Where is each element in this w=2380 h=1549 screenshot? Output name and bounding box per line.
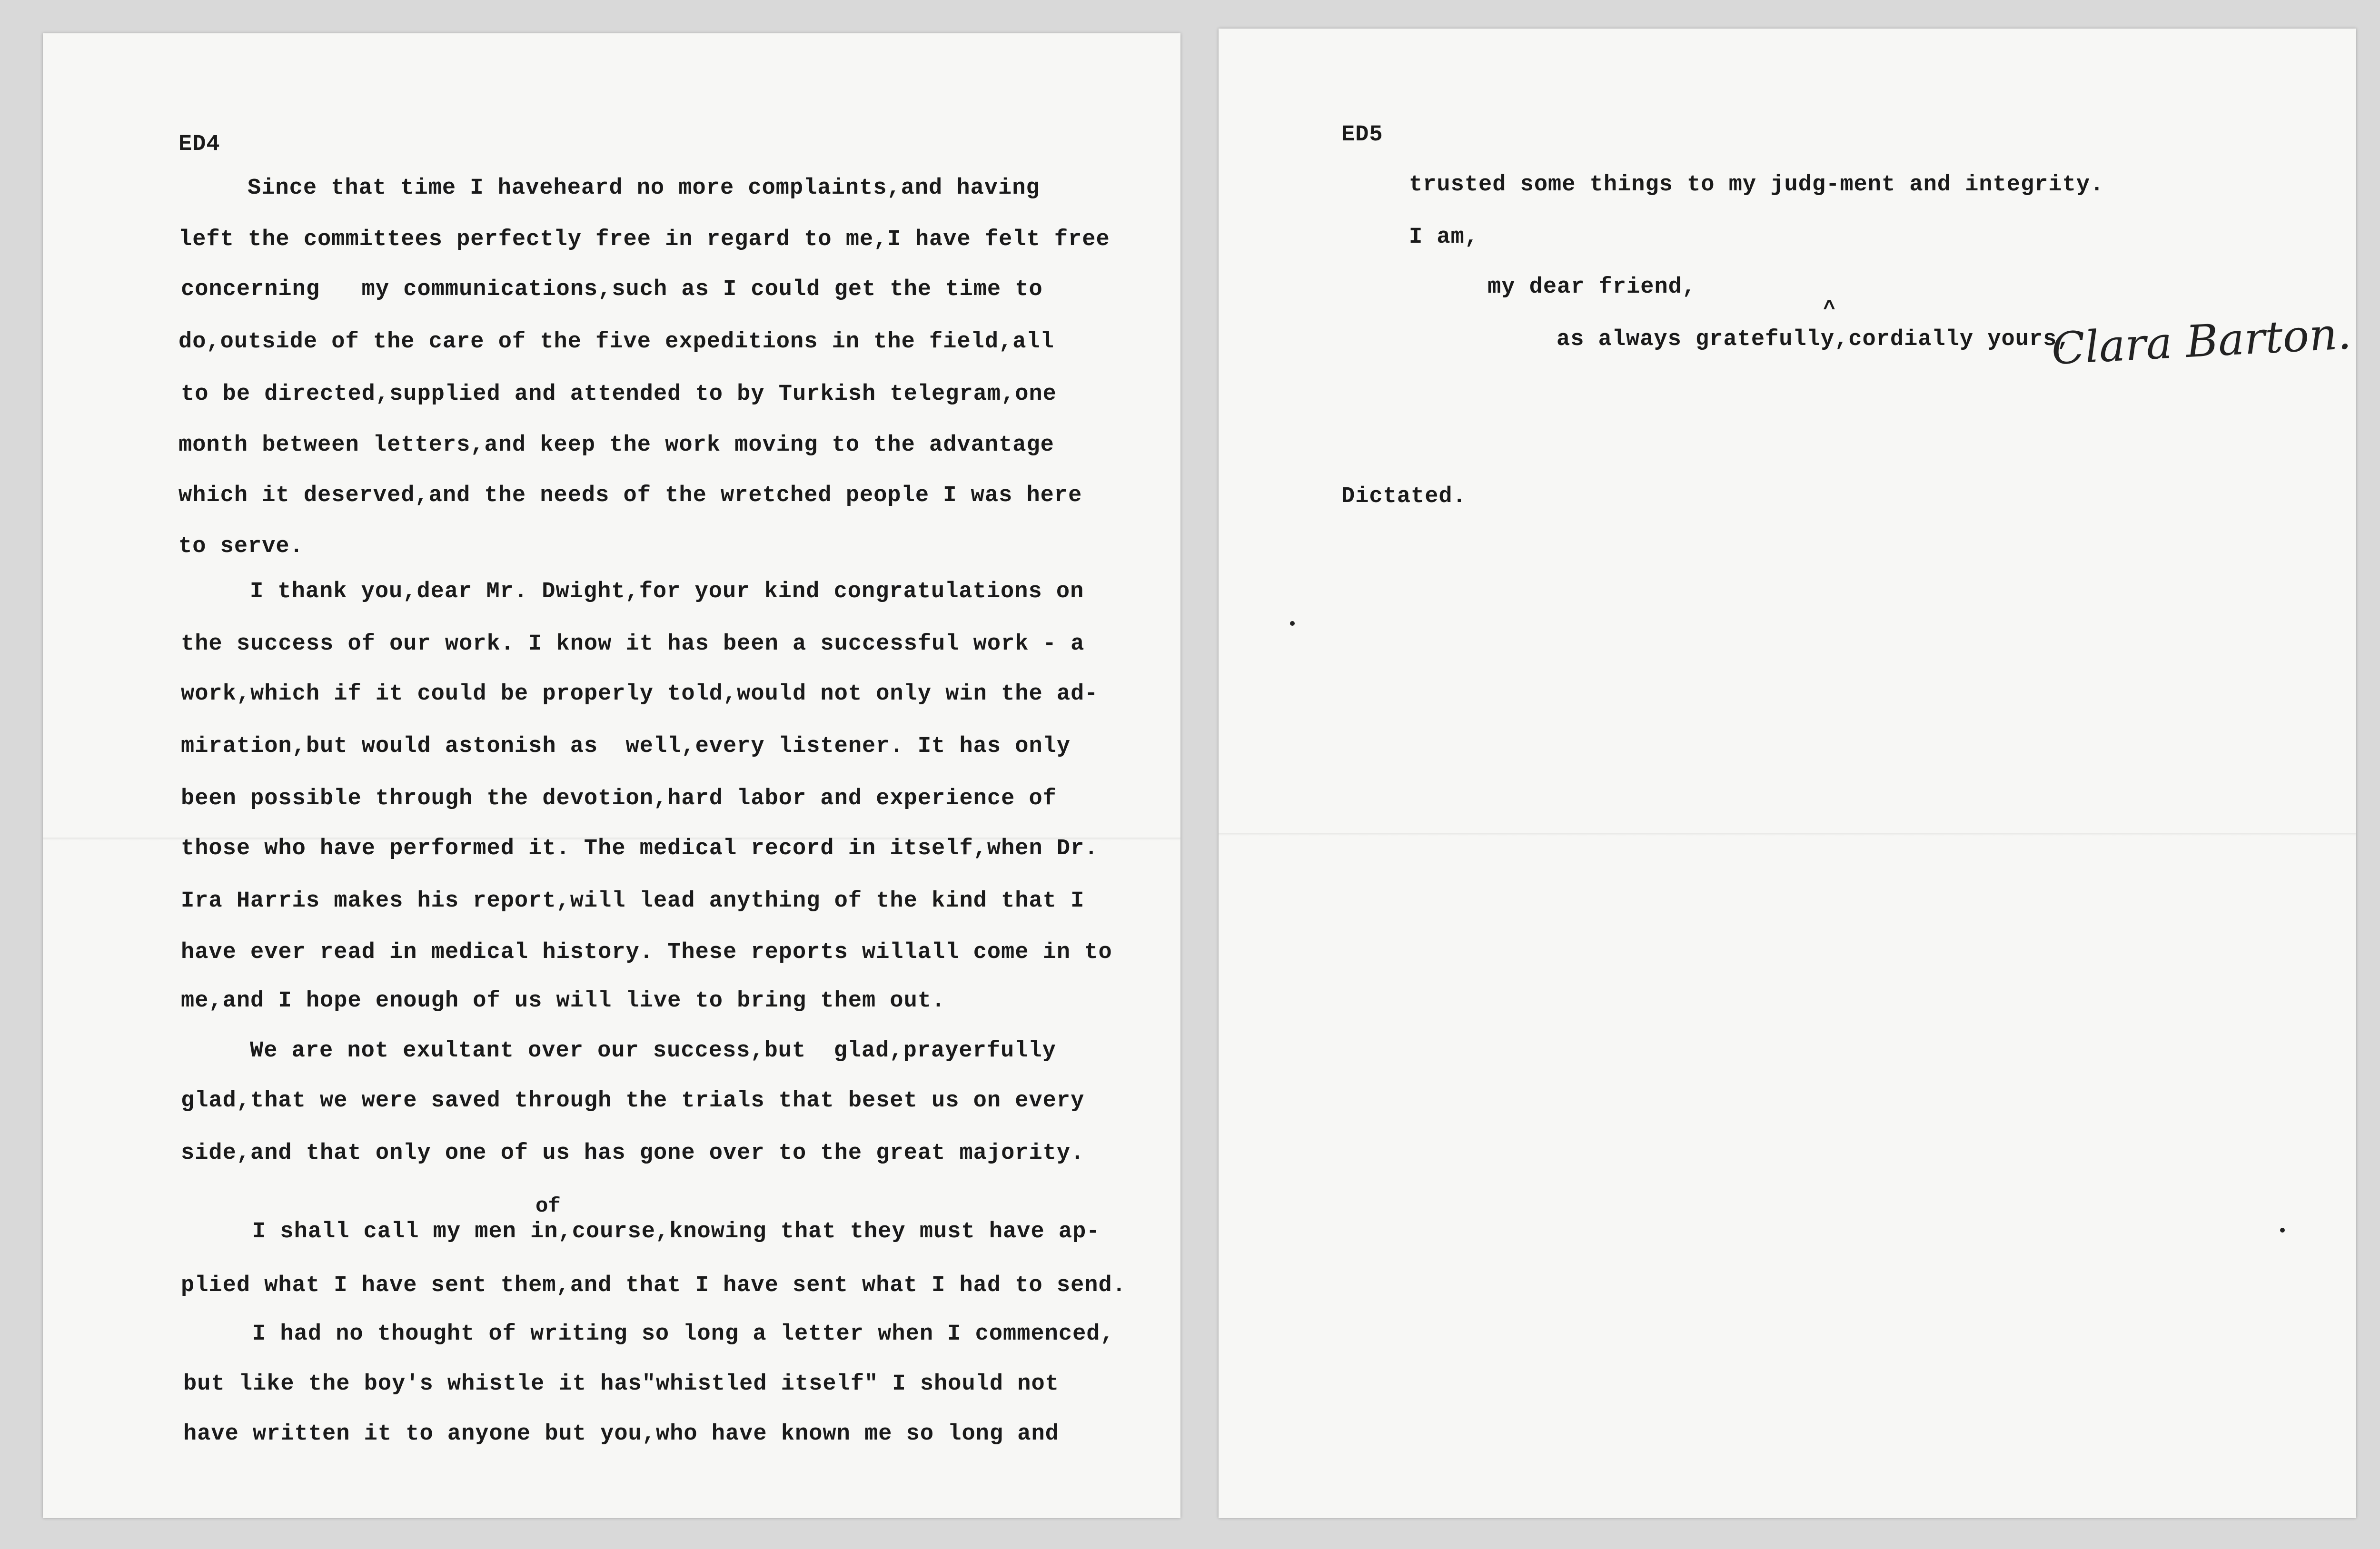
text-line: plied what I have sent them,and that I have sent what I had to send. (181, 1273, 1126, 1298)
dictated-note: Dictated. (1341, 484, 1467, 509)
page-label: ED5 (1341, 122, 1383, 148)
text-line: Since that time I haveheard no more complaints,and having (248, 176, 1040, 201)
text-line: do,outside of the care of the five expeditions in the field,all (178, 329, 1054, 355)
page-label: ED4 (178, 132, 220, 157)
text-line: side,and that only one of us has gone over to the great majority. (181, 1141, 1085, 1166)
text-line: concerning my communications,such as I could get the time to (181, 277, 1043, 302)
text-line: I thank you,dear Mr. Dwight,for your kind congratulations on (250, 579, 1084, 604)
text-line: the success of our work. I know it has been a successful work - a (181, 631, 1085, 657)
text-line: glad,that we were saved through the trials that beset us on every (181, 1088, 1085, 1114)
text-line: left the committees perfectly free in regard to me,I have felt free (178, 227, 1110, 252)
text-line: miration,but would astonish as well,every listener. It has only (181, 734, 1071, 759)
fold-crease (1219, 833, 2356, 836)
text-line: have written it to anyone but you,who have known me so long and (183, 1421, 1059, 1447)
text-line: month between letters,and keep the work moving to the advantage (178, 433, 1054, 458)
text-line: We are not exultant over our success,but glad,prayerfully (250, 1038, 1056, 1064)
text-line: me,and I hope enough of us will live to bring them out. (181, 988, 946, 1014)
text-line: been possible through the devotion,hard labor and experience of (181, 786, 1057, 811)
right-page (1219, 29, 2356, 1518)
text-line: which it deserved,and the needs of the wretched people I was here (178, 483, 1082, 508)
ink-dot (1290, 621, 1295, 626)
text-line: to serve. (178, 534, 304, 559)
text-line: work,which if it could be properly told,would not only win the ad- (181, 681, 1099, 707)
left-page (43, 33, 1180, 1518)
ink-dot (2280, 1228, 2285, 1233)
text-line: my dear friend, (1488, 275, 1696, 300)
signature: Clara Barton. (2050, 308, 2352, 375)
text-line: Ira Harris makes his report,will lead anything of the kind that I (181, 888, 1085, 914)
text-line: I had no thought of writing so long a letter when I commenced, (252, 1322, 1114, 1347)
text-line: to be directed,supplied and attended to by Turkish telegram,one (181, 382, 1057, 407)
caret-insert: ^ (1823, 297, 1836, 321)
text-line: I shall call my men in,course,knowing that they must have ap- (252, 1219, 1101, 1244)
text-line: but like the boy's whistle it has"whistled itself" I should not (183, 1371, 1059, 1397)
text-line: I am, (1409, 225, 1479, 250)
text-line: trusted some things to my judg-ment and integrity. (1409, 172, 2104, 197)
closing-line: as always gratefully,cordially yours, (1557, 327, 2071, 352)
text-line: those who have performed it. The medical record in itself,when Dr. (181, 836, 1099, 861)
text-line: have ever read in medical history. These reports willall come in to (181, 940, 1112, 965)
interlinear-insert: of (536, 1194, 561, 1218)
